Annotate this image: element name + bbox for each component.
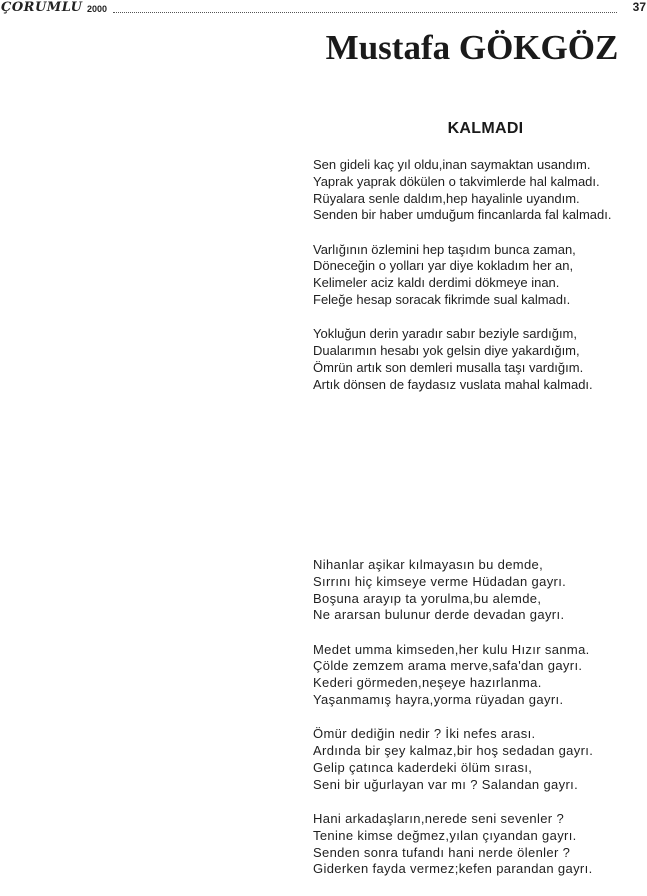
author-name: Mustafa GÖKGÖZ: [325, 28, 619, 67]
poem-untitled: [313, 557, 593, 896]
stanza: [313, 557, 593, 624]
poem-line: Kelimeler aciz kaldı derdimi dökmeye inan.: [313, 275, 560, 291]
publication-name: ÇORUMLU: [1, 0, 83, 15]
poem-line: Seni bir uğurlayan var mı ? Salandan gayrı.: [313, 776, 579, 792]
poem-line: Yaşanmamış hayra,yorma rüyadan gayrı.: [313, 692, 564, 708]
poem-line: Senden sonra tufandı hani nerde ölenler ?: [313, 844, 571, 860]
stanza: [313, 811, 593, 878]
poem-line: Yokluğun derin yaradır sabır beziyle sardığım,: [313, 326, 577, 342]
poem-kalmadi: [313, 157, 611, 411]
poem-line: Kederi görmeden,neşeye hazırlanma.: [313, 675, 542, 691]
stanza: [313, 642, 593, 709]
poem-line: Yaprak yaprak dökülen o takvimlerde hal kalmadı.: [313, 173, 600, 189]
poem-line: Çölde zemzem arama merve,safa'dan gayrı.: [313, 658, 583, 674]
stanza: [313, 726, 593, 793]
poem-line: Ömrün artık son demleri musalla taşı vardığım.: [313, 359, 584, 375]
poem-line: Ardında bir şey kalmaz,bir hoş sedadan gayrı.: [313, 743, 594, 759]
stanza: [313, 157, 611, 224]
poem-line: Hani arkadaşların,nerede seni sevenler ?: [313, 811, 565, 827]
poem-line: Gelip çatınca kaderdeki ölüm sırası,: [313, 759, 533, 775]
poem-line: Artık dönsen de faydasız vuslata mahal kalmadı.: [313, 376, 593, 392]
page-number: 37: [632, 0, 646, 14]
dotted-leader: [113, 12, 617, 13]
poem-line: Rüyalara senle daldım,hep hayalinle uyandım.: [313, 190, 580, 206]
poem-title: KALMADI: [447, 120, 524, 137]
poem-line: Varlığının özlemini hep taşıdım bunca zaman,: [313, 241, 576, 257]
poem-line: Dualarımın hesabı yok gelsin diye yakardığım,: [313, 343, 580, 359]
stanza: [313, 326, 611, 393]
poem-line: Sırrını hiç kimseye verme Hüdadan gayrı.: [313, 573, 567, 589]
poem-line: Senden bir haber umduğum fincanlarda fal kalmadı.: [313, 207, 612, 223]
poem-line: Sen gideli kaç yıl oldu,inan saymaktan usandım.: [313, 157, 591, 172]
stanza: [313, 242, 611, 309]
poem-line: Nihanlar aşikar kılmayasın bu demde,: [313, 557, 544, 572]
poem-line: Ömür dediğin nedir ? İki nefes arası.: [313, 726, 536, 742]
poem-line: Medet umma kimseden,her kulu Hızır sanma.: [313, 641, 590, 657]
poem-line: Giderken fayda vermez;kefen parandan gayrı.: [313, 861, 593, 877]
poem-line: Tenine kimse değmez,yılan çıyandan gayrı.: [313, 827, 577, 843]
poem-line: Döneceğin o yolları yar diye kokladım her an,: [313, 258, 574, 274]
poem-line: Ne ararsan bulunur derde devadan gayrı.: [313, 607, 565, 623]
poem-line: Boşuna arayıp ta yorulma,bu alemde,: [313, 590, 542, 606]
poem-line: Feleğe hesap soracak fikrimde sual kalmadı.: [313, 292, 571, 308]
publication-year: 2000: [87, 4, 108, 14]
running-head: [0, 0, 647, 18]
